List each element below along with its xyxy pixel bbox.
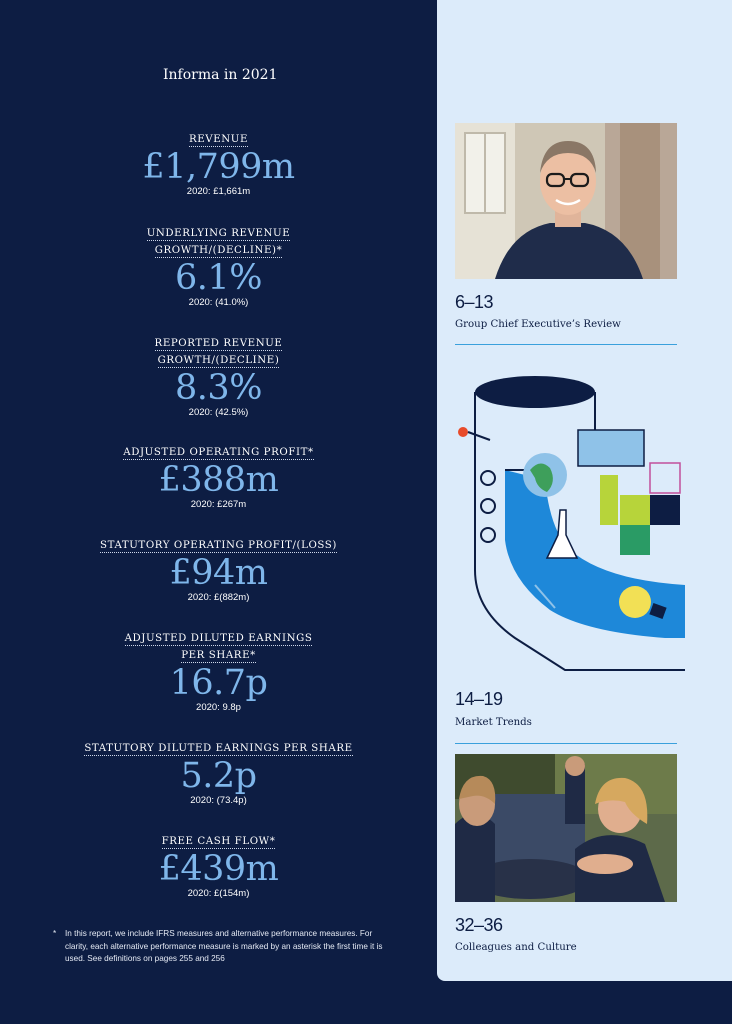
kpi-prior-year: 2020: £(154m)	[187, 888, 250, 899]
footnote-marker: *	[53, 929, 57, 938]
colleagues-photo	[455, 754, 677, 902]
footnote	[55, 928, 385, 966]
kpi-prior-year: 2020: £1,661m	[186, 186, 251, 197]
kpi-value: 5.2p	[180, 756, 257, 796]
kpi-reported-revenue-growth	[0, 335, 437, 419]
kpi-prior-year: 2020: (42.5%)	[188, 407, 249, 418]
footnote-text: In this report, we include IFRS measures and alternative performance measures. For clarity, each alternative performance measure is marked by an asterisk the first time it is used. See definitions on pages 255 and 256	[65, 929, 383, 963]
kpi-label: FREE CASH FLOW*	[161, 836, 276, 847]
section-pages: 6–13	[455, 292, 494, 312]
kpi-free-cash-flow	[0, 833, 437, 900]
kpi-value: 8.3%	[175, 368, 262, 408]
kpi-value: £439m	[158, 849, 279, 889]
market-trends-illustration	[455, 370, 677, 690]
kpi-adjusted-diluted-eps	[0, 630, 437, 714]
kpi-label: REPORTED REVENUE GROWTH/(DECLINE)	[154, 338, 283, 366]
contents-panel	[437, 0, 732, 981]
ceo-portrait-photo	[455, 123, 677, 279]
kpi-prior-year: 2020: 9.8p	[196, 702, 241, 713]
kpi-revenue	[0, 131, 437, 198]
kpi-prior-year: 2020: (73.4p)	[190, 795, 247, 806]
kpi-adjusted-operating-profit	[0, 444, 437, 511]
kpi-label: STATUTORY OPERATING PROFIT/(LOSS)	[100, 540, 337, 551]
kpi-value: £1,799m	[142, 147, 295, 187]
kpi-statutory-operating-profit	[0, 537, 437, 604]
page-title: Informa in 2021	[163, 67, 278, 83]
kpi-value: 16.7p	[169, 663, 268, 703]
section-title-link[interactable]: Colleagues and Culture	[455, 942, 577, 953]
section-divider	[455, 743, 677, 744]
kpi-underlying-revenue-growth	[0, 225, 437, 309]
kpi-label: REVENUE	[188, 134, 249, 145]
kpi-label: STATUTORY DILUTED EARNINGS PER SHARE	[84, 743, 353, 754]
kpi-value: £94m	[169, 553, 268, 593]
kpi-label: ADJUSTED OPERATING PROFIT*	[123, 447, 314, 458]
kpi-prior-year: 2020: £267m	[190, 499, 247, 510]
section-divider	[455, 344, 677, 345]
kpi-statutory-diluted-eps	[0, 740, 437, 807]
kpi-value: 6.1%	[175, 258, 262, 298]
section-pages: 14–19	[455, 689, 503, 709]
section-title-link[interactable]: Group Chief Executive’s Review	[455, 319, 621, 330]
kpi-label: UNDERLYING REVENUE GROWTH/(DECLINE)*	[146, 228, 291, 256]
kpi-value: £388m	[158, 460, 279, 500]
kpi-prior-year: 2020: £(882m)	[187, 592, 250, 603]
kpi-label: ADJUSTED DILUTED EARNINGS PER SHARE*	[124, 633, 313, 661]
section-pages: 32–36	[455, 915, 503, 935]
kpi-prior-year: 2020: (41.0%)	[188, 297, 249, 308]
section-title-link[interactable]: Market Trends	[455, 717, 532, 728]
